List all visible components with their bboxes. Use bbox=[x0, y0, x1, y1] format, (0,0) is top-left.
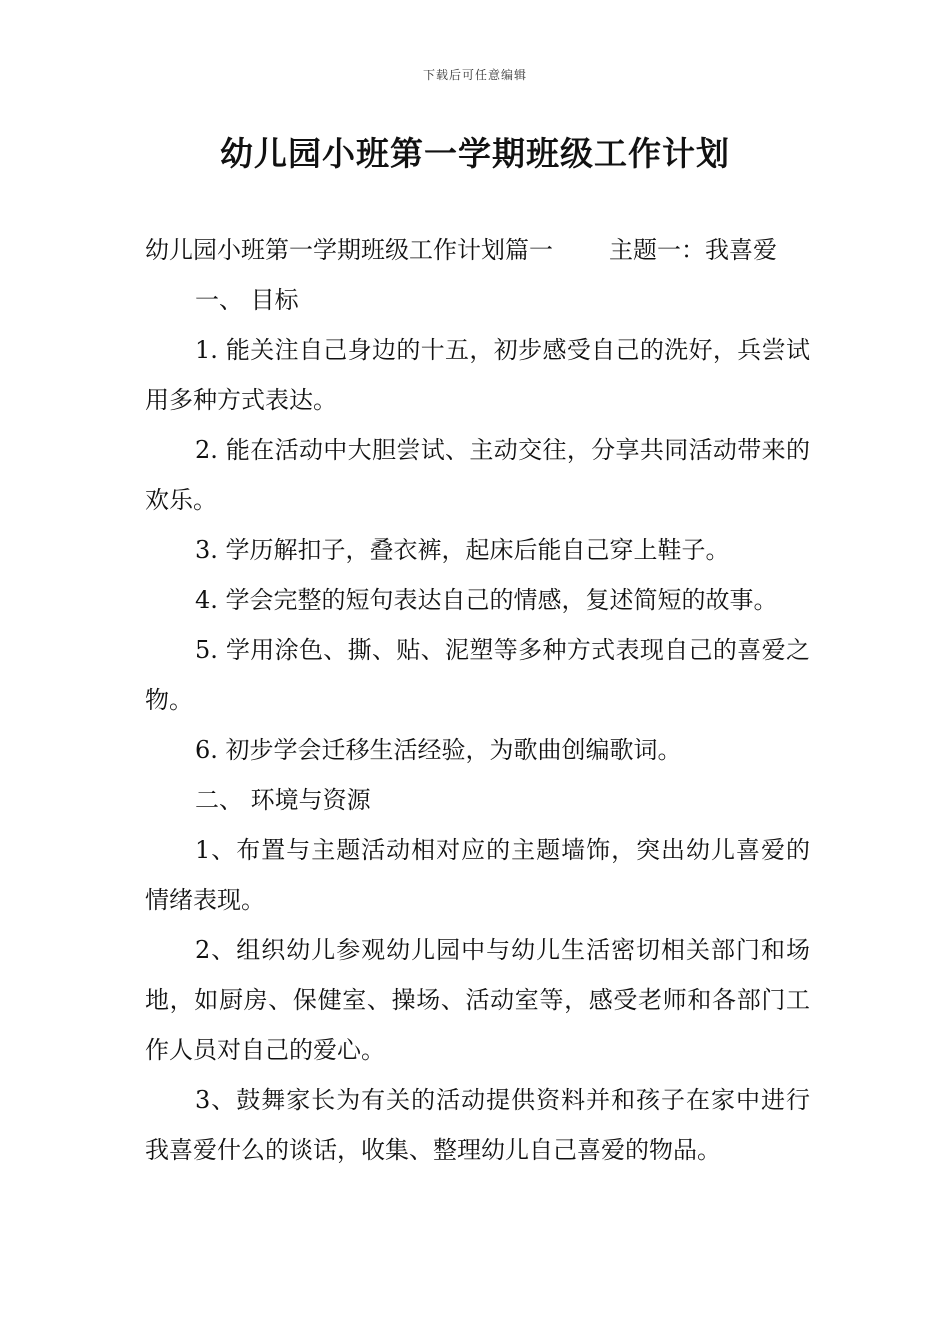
intro-part2: 主题一：我喜爱 bbox=[609, 236, 777, 264]
intro-paragraph bbox=[145, 225, 810, 275]
resource-item-2: 2、组织幼儿参观幼儿园中与幼儿生活密切相关部门和场地，如厨房、保健室、操场、活动室等，感受老师和各部门工作人员对自己的爱心。 bbox=[145, 936, 810, 1064]
resource-item-1: 1、布置与主题活动相对应的主题墙饰，突出幼儿喜爱的情绪表现。 bbox=[145, 836, 810, 914]
goal-item-3: 3. 学历解扣子，叠衣裤，起床后能自己穿上鞋子。 bbox=[195, 536, 730, 564]
section-heading-goals: 一、 目标 bbox=[195, 286, 299, 314]
goal-item-4: 4. 学会完整的短句表达自己的情感，复述简短的故事。 bbox=[195, 586, 778, 614]
goal-item-6: 6. 初步学会迁移生活经验，为歌曲创编歌词。 bbox=[195, 736, 682, 764]
goal-item-1: 1. 能关注自己身边的十五，初步感受自己的洗好，兵尝试用多种方式表达。 bbox=[145, 336, 810, 414]
goal-item-5: 5. 学用涂色、撕、贴、泥塑等多种方式表现自己的喜爱之物。 bbox=[145, 636, 810, 714]
document-body bbox=[145, 225, 810, 1175]
resource-item-3: 3、鼓舞家长为有关的活动提供资料并和孩子在家中进行我喜爱什么的谈话，收集、整理幼儿自己喜爱的物品。 bbox=[145, 1086, 810, 1164]
document-title: 幼儿园小班第一学期班级工作计划 bbox=[220, 134, 730, 173]
intro-part1: 幼儿园小班第一学期班级工作计划篇一 bbox=[145, 236, 553, 264]
header-note: 下载后可任意编辑 bbox=[422, 68, 527, 82]
goal-item-2: 2. 能在活动中大胆尝试、主动交往，分享共同活动带来的欢乐。 bbox=[145, 436, 810, 514]
section-heading-resources: 二、 环境与资源 bbox=[195, 786, 371, 814]
